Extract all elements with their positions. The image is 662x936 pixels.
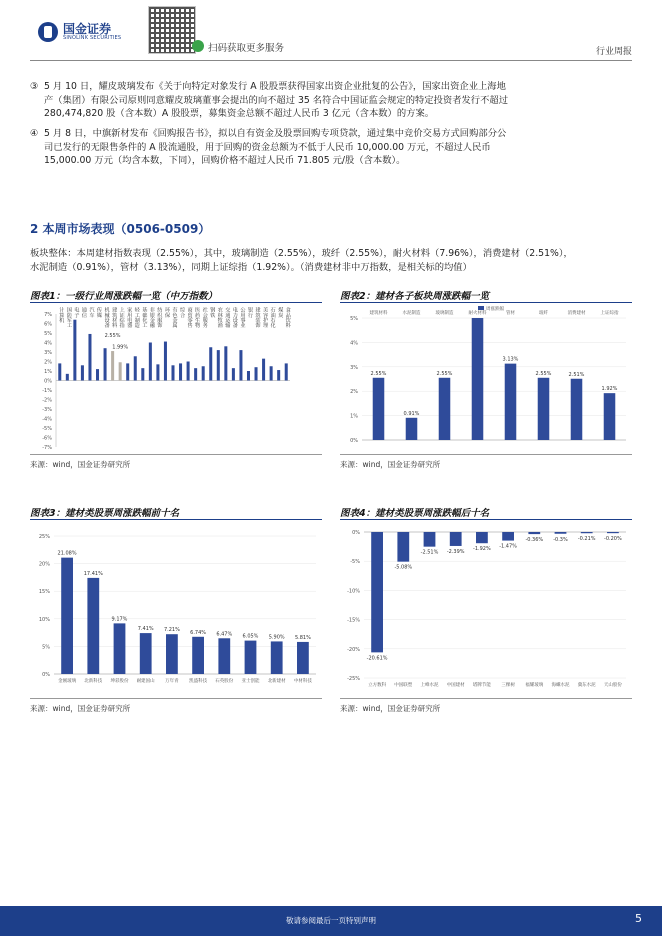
y-tick-label: 3%	[44, 350, 52, 356]
paragraph-line: 5 月 8 日，中旗新材发布《回购报告书》，拟以自有资金及股票回购专项贷款，通过集中竞价交易方式回购部分公	[44, 128, 507, 139]
data-label: 5.81%	[294, 634, 311, 641]
y-tick-label: -4%	[42, 416, 52, 423]
chart-bottom10-stocks	[340, 522, 632, 692]
bar	[140, 633, 152, 674]
x-tick-label: 公用事业	[239, 307, 246, 328]
x-tick-label: 交通运输	[224, 307, 231, 328]
bar	[88, 334, 91, 381]
data-label: 9.17%	[111, 616, 128, 623]
x-tick-label: 传媒	[96, 307, 103, 318]
x-tick-label: 中国建材	[446, 683, 465, 688]
y-tick-label: 25%	[38, 534, 50, 540]
x-tick-label: 消费建材	[567, 311, 586, 316]
x-tick-label: 银行	[246, 307, 253, 318]
data-label: 17.41%	[83, 570, 103, 577]
bar	[134, 356, 137, 380]
bar	[245, 641, 257, 674]
figure-1-title: 图表1：一级行业周涨跌幅一览（中万指数）	[30, 291, 218, 302]
bar	[119, 362, 122, 380]
x-tick-label: 轻工制造	[133, 307, 140, 328]
company-logo	[38, 22, 121, 42]
x-tick-label: 钢铁	[209, 307, 216, 318]
x-tick-label: 上证综指	[118, 307, 125, 328]
logo-text-en: SINOLINK SECURITIES	[63, 34, 122, 41]
source-divider	[30, 698, 322, 699]
x-tick-label: 凯盛科技	[189, 679, 208, 684]
figure-3-title: 图表3：建材类股票周涨跌幅前十名	[30, 508, 180, 519]
x-tick-label: 纺织服饰	[156, 307, 163, 328]
y-tick-label: 0%	[350, 438, 358, 444]
bar	[192, 637, 204, 674]
x-tick-label: 中国联塑	[394, 683, 413, 688]
legend-swatch	[478, 306, 484, 310]
bar	[450, 532, 462, 546]
x-tick-label: 家用电器	[126, 307, 133, 328]
chart-top10-stocks	[30, 522, 322, 692]
bar	[538, 378, 550, 440]
figure-1-source: 来源：wind，国金证券研究所	[30, 460, 131, 469]
paragraph-4	[30, 127, 630, 168]
bar	[476, 532, 488, 543]
x-tick-label: 建筑材料	[369, 311, 388, 316]
bar	[179, 363, 182, 380]
bar	[371, 532, 383, 652]
data-label: -20.61%	[366, 655, 388, 662]
bar	[528, 532, 540, 534]
x-tick-label: 上证综指	[600, 311, 619, 316]
x-tick-label: 综合	[179, 307, 186, 318]
data-label: 6.74%	[190, 629, 207, 636]
x-tick-label: 海螺水泥	[551, 683, 570, 688]
bar	[439, 378, 451, 440]
data-label: 1.92%	[601, 386, 618, 393]
data-label: 2.51%	[568, 371, 585, 378]
figure-2-title: 图表2：建材各子板块周涨跌幅一览	[340, 291, 490, 302]
data-label: 3.13%	[502, 356, 519, 363]
data-label: 2.55%	[535, 370, 552, 377]
data-label: -1.92%	[473, 546, 491, 553]
legend-label: 周涨跌幅	[486, 307, 504, 312]
y-tick-label: -5%	[350, 559, 360, 566]
paragraph-3	[30, 80, 630, 121]
logo-text-cn: 国金证券	[63, 21, 112, 36]
bar	[66, 374, 69, 381]
wechat-icon	[192, 40, 204, 52]
data-label: -0.3%	[553, 536, 568, 543]
bar	[581, 532, 593, 533]
scan-prompt: 扫码获取更多服务	[208, 43, 285, 54]
x-tick-label: 美容护理	[262, 307, 269, 328]
data-label: 7.21%	[163, 627, 180, 634]
paragraph-line: 15,000.00 万元（均含本数，下同），回购价格不超过人民币 71.805 元/股（含本数）。	[44, 155, 406, 166]
bar	[224, 346, 227, 380]
x-tick-label: 通信	[80, 307, 87, 318]
x-tick-label: 国防军工	[65, 307, 72, 328]
y-tick-label: -3%	[42, 407, 52, 413]
paragraph-number: ④	[30, 128, 39, 139]
bar	[202, 366, 205, 380]
y-tick-label: 4%	[350, 340, 358, 347]
x-tick-label: 三棵树	[501, 683, 515, 688]
x-tick-label: 机械设备	[103, 307, 110, 328]
y-tick-label: 1%	[350, 413, 358, 420]
bar	[126, 363, 129, 380]
data-label: -2.51%	[420, 549, 439, 556]
x-tick-label: 环保	[163, 307, 170, 318]
bar	[156, 364, 159, 380]
x-tick-label: 上峰水泥	[420, 683, 439, 688]
bar	[87, 578, 99, 674]
x-tick-label: 耐建国山	[136, 679, 155, 684]
logo-icon	[38, 22, 58, 42]
summary-line: 水泥制造（0.91%），管材（3.13%），同期上证综指（1.92%）。（消费建材非中万指数，是相关标的均值）	[30, 262, 472, 273]
x-tick-label: 农林牧渔	[216, 307, 223, 328]
data-label: -1.47%	[499, 543, 517, 550]
source-divider	[340, 698, 632, 699]
x-tick-label: 耐火材料	[468, 311, 487, 316]
bar	[270, 366, 273, 380]
x-tick-label: 冀东水泥	[577, 683, 596, 688]
bar	[217, 350, 220, 380]
figure-4-title: 图表4：建材类股票周涨跌幅后十名	[340, 508, 490, 519]
figure-2-divider	[340, 302, 632, 303]
bar	[218, 638, 230, 674]
page-header	[0, 0, 662, 62]
data-label: 7.41%	[137, 626, 154, 633]
page-number: 5	[635, 912, 642, 925]
y-tick-label: 5%	[44, 331, 52, 337]
data-label: 1.99%	[112, 344, 129, 351]
section-title: 2 本周市场表现（0506-0509）	[30, 222, 211, 236]
y-tick-label: -5%	[42, 426, 52, 432]
bar	[164, 342, 167, 381]
bar	[232, 368, 235, 380]
x-tick-label: 北新科技	[84, 679, 103, 684]
y-tick-label: 0%	[42, 672, 50, 678]
x-tick-label: 中材科技	[293, 679, 312, 684]
y-tick-label: -7%	[42, 445, 52, 451]
x-tick-label: 电力设备	[231, 307, 238, 328]
data-label: 21.08%	[57, 550, 77, 557]
bar	[505, 364, 517, 440]
bar	[61, 558, 73, 674]
bar	[187, 362, 190, 381]
y-tick-label: -15%	[347, 617, 360, 624]
y-tick-label: -1%	[42, 388, 52, 394]
bar	[149, 343, 152, 381]
bar	[104, 348, 107, 380]
y-tick-label: 7%	[44, 312, 52, 318]
bar	[277, 370, 280, 380]
x-tick-label: 管材	[506, 311, 515, 316]
x-tick-label: 北新建材	[267, 679, 286, 684]
x-tick-label: 立方数科	[368, 683, 387, 688]
y-tick-label: 6%	[44, 321, 52, 328]
data-label: -0.20%	[604, 536, 622, 543]
data-label: 2.55%	[436, 370, 453, 377]
source-divider	[30, 454, 322, 455]
bar	[73, 320, 76, 381]
bar	[607, 532, 619, 533]
bar	[194, 368, 197, 380]
y-tick-label: -10%	[347, 588, 360, 595]
x-tick-label: 金刚玻璃	[58, 679, 77, 684]
summary-line: 板块整体：本周建材指数表现（2.55%），其中，玻璃制造（2.55%），玻纤（2.55%），耐火材料（7.96%），消费建材（2.51%），	[30, 248, 573, 259]
bar	[114, 623, 126, 674]
x-tick-label: 福耀玻璃	[525, 683, 544, 688]
bar	[285, 363, 288, 380]
x-tick-label: 电子	[73, 307, 80, 318]
bar	[111, 351, 114, 380]
y-tick-label: 2%	[350, 389, 358, 396]
x-tick-label: 建筑材料	[111, 307, 118, 328]
x-tick-label: 万年青	[165, 679, 179, 684]
bar	[297, 642, 309, 674]
bar	[555, 532, 567, 534]
y-tick-label: -25%	[347, 676, 360, 682]
paragraph-line: 产（集团）有限公司原则同意耀皮玻璃董事会提出的向不超过 35 名符合中国证监会规定的特定投资者发行不超过	[44, 94, 508, 106]
x-tick-label: 食品饮料	[284, 307, 291, 328]
data-label: 2.55%	[370, 370, 387, 377]
x-tick-label: 塔牌节能	[472, 683, 491, 688]
data-label: 6.05%	[242, 633, 259, 640]
data-label: 2.55%	[104, 333, 121, 340]
x-tick-label: 计算机	[58, 307, 65, 323]
y-tick-label: 0%	[352, 530, 360, 536]
bar	[141, 368, 144, 380]
y-tick-label: 5%	[350, 316, 358, 322]
x-tick-label: 石油石化	[269, 307, 276, 328]
report-type: 行业周报	[595, 47, 632, 57]
figure-2-source: 来源：wind，国金证券研究所	[340, 460, 441, 469]
data-label: -0.21%	[577, 536, 596, 543]
bar	[604, 393, 616, 440]
source-divider	[340, 454, 632, 455]
bar	[166, 634, 178, 674]
y-tick-label: 10%	[38, 616, 50, 623]
y-tick-label: 20%	[38, 561, 50, 568]
x-tick-label: 坤彩股份	[110, 679, 129, 684]
paragraph-line: 280,474,820 股（含本数）A 股股票，募集资金总额不超过人民币 3 亿元（含本数）的方案。	[44, 108, 435, 119]
bar	[406, 418, 418, 440]
chart-subsector-returns	[340, 304, 632, 452]
x-tick-label: 天山股份	[603, 683, 622, 688]
x-tick-label: 非银金融	[148, 307, 155, 328]
bar	[247, 371, 250, 381]
bar	[209, 347, 212, 380]
data-label: 6.47%	[216, 631, 233, 638]
data-label: -2.39%	[446, 548, 465, 555]
bar	[571, 379, 583, 440]
bar	[255, 367, 258, 380]
y-tick-label: 2%	[44, 359, 52, 366]
y-tick-label: -2%	[42, 397, 52, 404]
qr-code-icon[interactable]	[148, 6, 196, 54]
x-tick-label: 亚士创能	[241, 679, 260, 684]
bar	[81, 365, 84, 380]
x-tick-label: 玻璃制造	[435, 311, 454, 316]
x-tick-label: 有色金属	[171, 307, 178, 328]
data-label: 5.90%	[268, 634, 285, 641]
bar	[472, 318, 484, 440]
x-tick-label: 玻纤	[539, 311, 548, 316]
figure-3-divider	[30, 519, 322, 520]
paragraph-line: 司已发行的无限售条件的 A 股流通股，用于回购的资金总额为不低于人民币 10,000.00 万元，不超过人民币	[44, 141, 491, 153]
y-tick-label: 1%	[44, 369, 52, 375]
bar	[424, 532, 436, 547]
bar	[171, 365, 174, 380]
data-label: 0.91%	[403, 410, 420, 417]
y-tick-label: -20%	[347, 646, 360, 653]
chart-industry-returns	[30, 304, 322, 452]
bar	[239, 350, 242, 380]
bar	[58, 363, 61, 380]
x-tick-label: 煤炭	[277, 307, 284, 318]
x-tick-label: 石英股份	[215, 679, 234, 684]
header-divider	[30, 60, 632, 61]
figure-3-source: 来源：wind，国金证券研究所	[30, 704, 131, 713]
y-tick-label: -6%	[42, 435, 52, 442]
figure-4-source: 来源：wind，国金证券研究所	[340, 704, 441, 713]
y-tick-label: 15%	[38, 589, 50, 596]
bar	[502, 532, 514, 541]
y-tick-label: 3%	[350, 364, 358, 371]
x-tick-label: 水泥制造	[402, 311, 421, 316]
bar	[96, 369, 99, 380]
figure-4-divider	[340, 519, 632, 520]
sector-summary	[30, 247, 630, 275]
bar	[397, 532, 409, 562]
x-tick-label: 商贸零售	[186, 307, 193, 328]
bar	[271, 641, 283, 674]
x-tick-label: 医药生物	[194, 307, 201, 328]
y-tick-label: 5%	[42, 644, 50, 651]
figure-1-divider	[30, 302, 322, 303]
footer-disclaimer[interactable]: 敬请参阅最后一页特别声明	[286, 916, 376, 925]
data-label: -5.08%	[394, 564, 413, 571]
x-tick-label: 汽车	[88, 307, 95, 318]
paragraph-number: ③	[30, 81, 39, 92]
bar	[262, 359, 265, 381]
x-tick-label: 社会服务	[201, 307, 208, 328]
paragraph-line: 5 月 10 日，耀皮玻璃发布《关于向特定对象发行 A 股股票获得国家出资企业批复的公告》，国家出资企业上海地	[44, 81, 506, 92]
x-tick-label: 基础化工	[141, 307, 148, 328]
data-label: -0.36%	[525, 537, 544, 544]
y-tick-label: 4%	[44, 340, 52, 347]
bar	[373, 378, 385, 440]
y-tick-label: 0%	[44, 378, 52, 385]
x-tick-label: 建筑装饰	[254, 307, 261, 328]
